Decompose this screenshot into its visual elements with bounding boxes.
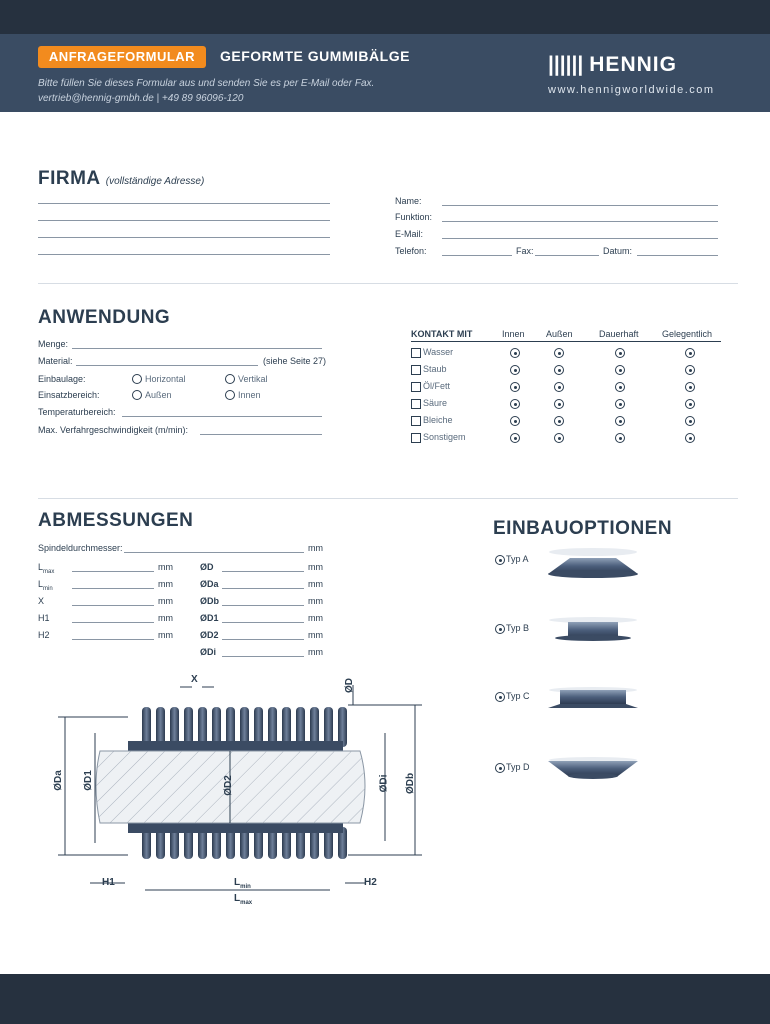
email-label: E-Mail: xyxy=(395,229,424,239)
einbau-title: EINBAUOPTIONEN xyxy=(493,518,673,539)
logo-bars-icon: |||||| xyxy=(548,53,584,76)
spindel-label: Spindeldurchmesser: xyxy=(38,543,123,553)
spindel-unit: mm xyxy=(308,543,323,553)
dim-d2-label: ØD2 xyxy=(222,775,234,796)
innen-label: Innen xyxy=(238,390,261,400)
kontakt-radio-3[interactable] xyxy=(685,399,695,409)
einbaulage-label: Einbaulage: xyxy=(38,374,86,384)
dim-x-label: X xyxy=(191,674,198,685)
temp-label: Temperaturbereich: xyxy=(38,407,116,417)
aussen-label: Außen xyxy=(145,390,172,400)
kontakt-radio-0[interactable] xyxy=(510,382,520,392)
address-line-2[interactable] xyxy=(38,220,330,221)
dim-right-field[interactable] xyxy=(222,571,304,572)
kontakt-radio-1[interactable] xyxy=(554,416,564,426)
col-innen: Innen xyxy=(502,329,525,339)
vertikal-label: Vertikal xyxy=(238,374,268,384)
dim-left-label xyxy=(38,630,50,643)
typ-b-illustration xyxy=(549,617,637,641)
material-label: Material: xyxy=(38,356,73,366)
dim-unit: mm xyxy=(308,630,323,640)
dim-right-field[interactable] xyxy=(222,622,304,623)
kontakt-radio-1[interactable] xyxy=(554,382,564,392)
logo-text: HENNIG xyxy=(589,53,677,76)
dim-d-label: ØD xyxy=(344,678,355,693)
kontakt-medium-label: Wasser xyxy=(423,347,454,357)
kontakt-radio-1[interactable] xyxy=(554,399,564,409)
header-instruction: Bitte füllen Sie dieses Formular aus und senden Sie es per E-Mail oder Fax. xyxy=(38,78,375,89)
kontakt-checkbox[interactable] xyxy=(411,348,421,358)
telefon-field[interactable] xyxy=(442,255,512,256)
dim-h2-label: H2 xyxy=(364,877,377,888)
kontakt-checkbox[interactable] xyxy=(411,399,421,409)
typ-c-illustration xyxy=(548,687,638,708)
speed-field[interactable] xyxy=(200,434,322,435)
dim-unit: mm xyxy=(158,596,173,606)
anwendung-title: ANWENDUNG xyxy=(38,307,171,328)
email-field[interactable] xyxy=(442,238,718,239)
vertikal-radio[interactable] xyxy=(225,374,235,384)
typ-a-illustration xyxy=(548,548,638,578)
firma-subtitle: (vollständige Adresse) xyxy=(105,176,205,187)
kontakt-radio-3[interactable] xyxy=(685,382,695,392)
dim-right-label: ØD2 xyxy=(200,630,219,640)
material-note: (siehe Seite 27) xyxy=(263,356,327,366)
header-contact: vertrieb@hennig-gmbh.de | +49 89 96096-120 xyxy=(38,93,244,104)
typ-b-label: Typ B xyxy=(506,623,530,633)
dim-left-label-sub: max xyxy=(43,568,55,575)
dim-right-field[interactable] xyxy=(222,656,304,657)
kontakt-radio-2[interactable] xyxy=(615,348,625,358)
dim-left-field[interactable] xyxy=(72,605,154,606)
kontakt-medium-label: Säure xyxy=(423,398,448,408)
kontakt-medium-label: Sonstigem xyxy=(423,432,466,442)
kontakt-radio-2[interactable] xyxy=(615,416,625,426)
dim-left-label-text: H1 xyxy=(38,613,50,623)
dim-unit: mm xyxy=(158,613,173,623)
horizontal-label: Horizontal xyxy=(145,374,186,384)
dim-di-label: ØDi xyxy=(378,774,390,793)
einbau-illustrations xyxy=(540,540,740,790)
kontakt-radio-1[interactable] xyxy=(554,348,564,358)
dim-left-label-text: L xyxy=(38,562,44,572)
kontakt-rule xyxy=(411,341,721,342)
typ-d-radio[interactable] xyxy=(495,763,505,773)
dim-unit: mm xyxy=(308,647,323,657)
kontakt-radio-1[interactable] xyxy=(554,365,564,375)
horizontal-radio[interactable] xyxy=(132,374,142,384)
dim-left-field[interactable] xyxy=(72,588,154,589)
dim-right-label: ØDa xyxy=(200,579,219,589)
material-field[interactable] xyxy=(76,365,258,366)
kontakt-checkbox[interactable] xyxy=(411,365,421,375)
dim-right-field[interactable] xyxy=(222,639,304,640)
abmessungen-title: ABMESSUNGEN xyxy=(38,510,194,531)
kontakt-radio-3[interactable] xyxy=(685,416,695,426)
dim-unit: mm xyxy=(158,579,173,589)
dim-unit: mm xyxy=(308,596,323,606)
kontakt-checkbox[interactable] xyxy=(411,382,421,392)
typ-d-label: Typ D xyxy=(506,762,530,772)
funktion-field[interactable] xyxy=(442,221,718,222)
address-line-3[interactable] xyxy=(38,237,330,238)
telefon-label: Telefon: xyxy=(395,246,427,256)
dim-unit: mm xyxy=(308,579,323,589)
dim-left-label-text: H2 xyxy=(38,630,50,640)
fax-field[interactable] xyxy=(535,255,599,256)
dim-right-field[interactable] xyxy=(222,605,304,606)
dim-left-label xyxy=(38,596,44,609)
typ-c-label: Typ C xyxy=(506,691,530,701)
col-dauerhaft: Dauerhaft xyxy=(599,329,639,339)
kontakt-medium-label: Staub xyxy=(423,364,447,374)
dim-unit: mm xyxy=(308,613,323,623)
typ-a-label: Typ A xyxy=(506,554,529,564)
dim-unit: mm xyxy=(158,562,173,572)
kontakt-radio-3[interactable] xyxy=(685,348,695,358)
temp-field[interactable] xyxy=(122,416,322,417)
kontakt-radio-2[interactable] xyxy=(615,399,625,409)
spindel-field[interactable] xyxy=(124,552,304,553)
einsatz-label: Einsatzbereich: xyxy=(38,390,100,400)
dim-d1-label: ØD1 xyxy=(82,770,94,791)
kontakt-radio-2[interactable] xyxy=(615,382,625,392)
kontakt-medium-label: Öl/Fett xyxy=(423,381,451,391)
dim-right-label: ØD xyxy=(200,562,214,572)
dim-lmin-text: L xyxy=(234,877,241,888)
dim-lmin-sub: min xyxy=(240,884,251,890)
typ-b-radio[interactable] xyxy=(495,624,505,634)
dim-left-label xyxy=(38,613,50,626)
innen-radio[interactable] xyxy=(225,390,235,400)
kontakt-radio-0[interactable] xyxy=(510,399,520,409)
kontakt-radio-2[interactable] xyxy=(615,433,625,443)
kontakt-radio-0[interactable] xyxy=(510,433,520,443)
fax-label: Fax: xyxy=(516,246,534,256)
dim-unit: mm xyxy=(308,562,323,572)
dim-right-label: ØDi xyxy=(200,647,217,657)
dim-da-label: ØDa xyxy=(52,770,64,791)
top-bar xyxy=(0,0,770,34)
aussen-radio[interactable] xyxy=(132,390,142,400)
kontakt-radio-0[interactable] xyxy=(510,348,520,358)
kontakt-radio-0[interactable] xyxy=(510,416,520,426)
dim-lmax-label xyxy=(234,893,252,906)
dim-right-label: ØDb xyxy=(200,596,219,606)
kontakt-checkbox[interactable] xyxy=(411,416,421,426)
speed-label: Max. Verfahrgeschwindigkeit (m/min): xyxy=(38,425,189,435)
divider-1 xyxy=(38,283,738,284)
col-gelegentlich: Gelegentlich xyxy=(662,329,713,339)
kontakt-title: KONTAKT MIT xyxy=(411,329,473,339)
hennig-logo xyxy=(548,53,677,77)
dim-right-field[interactable] xyxy=(222,588,304,589)
kontakt-radio-3[interactable] xyxy=(685,365,695,375)
dim-db-label: ØDb xyxy=(405,772,417,795)
dim-lmax-sub: max xyxy=(240,900,253,906)
dim-h1-label: H1 xyxy=(102,877,115,888)
dim-lmin-label xyxy=(234,877,251,890)
name-label: Name: xyxy=(395,196,422,206)
typ-c-radio[interactable] xyxy=(495,692,505,702)
kontakt-medium-label: Bleiche xyxy=(423,415,453,425)
website-link[interactable]: www.hennigworldwide.com xyxy=(548,84,715,96)
dim-left-label-sub: min xyxy=(43,585,53,592)
funktion-label: Funktion: xyxy=(395,212,433,222)
kontakt-radio-3[interactable] xyxy=(685,433,695,443)
dim-right-label: ØD1 xyxy=(200,613,219,623)
dim-unit: mm xyxy=(158,630,173,640)
form-tag: ANFRAGEFORMULAR xyxy=(38,46,206,68)
dim-left-label xyxy=(38,579,53,592)
typ-d-illustration xyxy=(548,757,638,779)
form-title: GEFORMTE GUMMIBÄLGE xyxy=(220,48,410,64)
address-line-1[interactable] xyxy=(38,203,330,204)
kontakt-checkbox[interactable] xyxy=(411,433,421,443)
dim-left-label xyxy=(38,562,54,575)
kontakt-radio-2[interactable] xyxy=(615,365,625,375)
kontakt-radio-0[interactable] xyxy=(510,365,520,375)
dim-lmax-text: L xyxy=(234,893,241,904)
typ-a-radio[interactable] xyxy=(495,555,505,565)
dim-left-field[interactable] xyxy=(72,571,154,572)
firma-title-text: FIRMA xyxy=(38,168,100,189)
col-aussen: Außen xyxy=(546,329,573,339)
divider-2 xyxy=(38,498,738,499)
menge-label: Menge: xyxy=(38,339,69,349)
name-field[interactable] xyxy=(442,205,718,206)
datum-label: Datum: xyxy=(603,246,633,256)
dim-left-label-text: X xyxy=(38,596,45,606)
bellows-upper-band xyxy=(128,741,343,751)
dim-left-field[interactable] xyxy=(72,639,154,640)
firma-title xyxy=(38,168,204,190)
menge-field[interactable] xyxy=(72,348,322,349)
datum-field[interactable] xyxy=(637,255,718,256)
dim-left-field[interactable] xyxy=(72,622,154,623)
address-line-4[interactable] xyxy=(38,254,330,255)
dim-left-label-text: L xyxy=(38,579,44,589)
bellows-lower-band xyxy=(128,823,343,833)
bottom-bar xyxy=(0,974,770,1024)
kontakt-radio-1[interactable] xyxy=(554,433,564,443)
